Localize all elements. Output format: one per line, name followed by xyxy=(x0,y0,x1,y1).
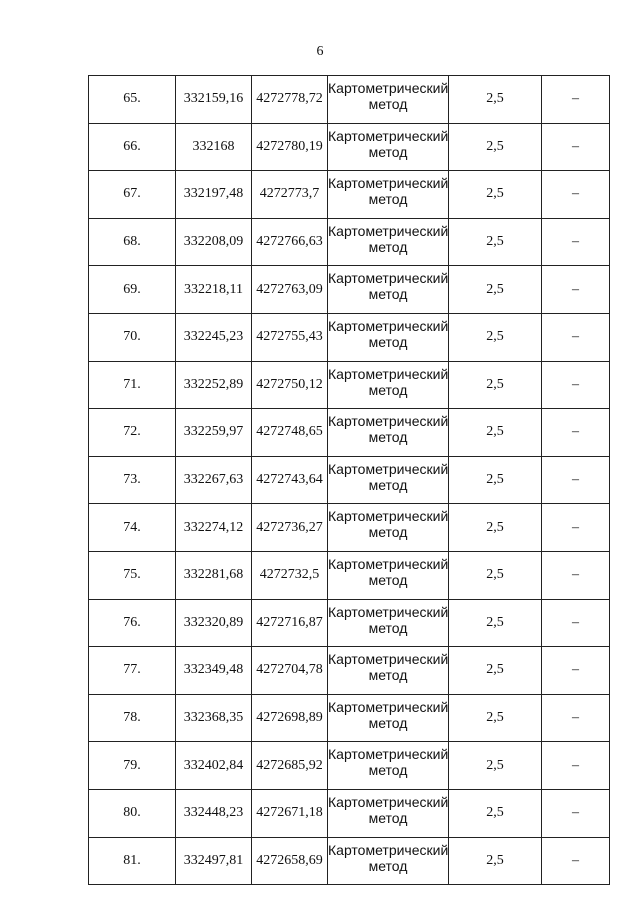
accuracy-cell: 2,5 xyxy=(449,742,542,790)
method-cell xyxy=(328,694,449,742)
method-line-1: Картометрический xyxy=(328,746,449,763)
coordinate-x-cell: 332349,48 xyxy=(176,647,252,695)
coordinate-y-cell: 4272766,63 xyxy=(252,218,328,266)
table-row xyxy=(89,742,610,790)
table-row xyxy=(89,171,610,219)
table-row xyxy=(89,266,610,314)
point-number-cell: 68. xyxy=(89,218,176,266)
point-number-cell: 81. xyxy=(89,837,176,885)
note-cell: – xyxy=(542,218,610,266)
accuracy-cell: 2,5 xyxy=(449,313,542,361)
coordinate-x-cell: 332168 xyxy=(176,123,252,171)
method-line-2: метод xyxy=(368,762,408,779)
table-row xyxy=(89,647,610,695)
method-line-2: метод xyxy=(368,524,408,541)
table-row xyxy=(89,123,610,171)
table-body xyxy=(89,76,610,885)
note-cell: – xyxy=(542,266,610,314)
coordinate-y-cell: 4272716,87 xyxy=(252,599,328,647)
method-line-2: метод xyxy=(368,96,408,112)
coordinate-x-cell: 332402,84 xyxy=(176,742,252,790)
coordinate-x-cell: 332368,35 xyxy=(176,694,252,742)
method-line-1: Картометрический xyxy=(328,793,449,810)
coordinate-x-cell: 332252,89 xyxy=(176,361,252,409)
table-row xyxy=(89,76,610,124)
method-line-2: метод xyxy=(368,857,408,874)
accuracy-cell: 2,5 xyxy=(449,694,542,742)
table-row xyxy=(89,313,610,361)
method-line-1: Картометрический xyxy=(328,80,449,96)
table-row xyxy=(89,456,610,504)
point-number-cell: 69. xyxy=(89,266,176,314)
coordinate-y-cell: 4272732,5 xyxy=(252,551,328,599)
method-line-2: метод xyxy=(368,286,408,303)
method-line-1: Картометрический xyxy=(328,460,449,477)
note-cell: – xyxy=(542,694,610,742)
coordinate-y-cell: 4272763,09 xyxy=(252,266,328,314)
coordinate-y-cell: 4272773,7 xyxy=(252,171,328,219)
method-cell xyxy=(328,742,449,790)
table-row xyxy=(89,409,610,457)
method-line-1: Картометрический xyxy=(328,555,449,572)
accuracy-cell: 2,5 xyxy=(449,266,542,314)
method-line-2: метод xyxy=(368,333,408,350)
method-cell xyxy=(328,504,449,552)
method-line-2: метод xyxy=(368,476,408,493)
coordinates-table xyxy=(88,75,610,885)
accuracy-cell: 2,5 xyxy=(449,218,542,266)
accuracy-cell: 2,5 xyxy=(449,789,542,837)
point-number-cell: 67. xyxy=(89,171,176,219)
coordinate-y-cell: 4272698,89 xyxy=(252,694,328,742)
point-number-cell: 72. xyxy=(89,409,176,457)
coordinate-y-cell: 4272755,43 xyxy=(252,313,328,361)
method-line-1: Картометрический xyxy=(328,651,449,668)
method-cell xyxy=(328,218,449,266)
accuracy-cell: 2,5 xyxy=(449,361,542,409)
method-cell xyxy=(328,313,449,361)
method-cell xyxy=(328,361,449,409)
note-cell: – xyxy=(542,837,610,885)
table-row xyxy=(89,599,610,647)
method-cell xyxy=(328,76,449,124)
method-cell xyxy=(328,409,449,457)
method-line-1: Картометрический xyxy=(328,603,449,620)
accuracy-cell: 2,5 xyxy=(449,599,542,647)
page-number: 6 xyxy=(316,44,324,59)
method-cell xyxy=(328,551,449,599)
note-cell: – xyxy=(542,171,610,219)
coordinate-y-cell: 4272743,64 xyxy=(252,456,328,504)
note-cell: – xyxy=(542,76,610,124)
point-number-cell: 75. xyxy=(89,551,176,599)
point-number-cell: 73. xyxy=(89,456,176,504)
method-line-2: метод xyxy=(368,429,408,446)
point-number-cell: 80. xyxy=(89,789,176,837)
coordinate-x-cell: 332197,48 xyxy=(176,171,252,219)
point-number-cell: 71. xyxy=(89,361,176,409)
note-cell: – xyxy=(542,456,610,504)
method-line-2: метод xyxy=(368,809,408,826)
accuracy-cell: 2,5 xyxy=(449,76,542,124)
method-line-1: Картометрический xyxy=(328,270,449,287)
coordinate-y-cell: 4272736,27 xyxy=(252,504,328,552)
method-cell xyxy=(328,171,449,219)
accuracy-cell: 2,5 xyxy=(449,504,542,552)
table-row xyxy=(89,218,610,266)
method-cell xyxy=(328,599,449,647)
coordinate-y-cell: 4272780,19 xyxy=(252,123,328,171)
method-line-2: метод xyxy=(368,143,408,160)
note-cell: – xyxy=(542,313,610,361)
coordinate-y-cell: 4272658,69 xyxy=(252,837,328,885)
table-row xyxy=(89,694,610,742)
method-line-2: метод xyxy=(368,381,408,398)
note-cell: – xyxy=(542,551,610,599)
coordinate-y-cell: 4272685,92 xyxy=(252,742,328,790)
accuracy-cell: 2,5 xyxy=(449,551,542,599)
method-cell xyxy=(328,266,449,314)
method-line-2: метод xyxy=(368,714,408,731)
method-line-2: метод xyxy=(368,571,408,588)
coordinate-x-cell: 332159,16 xyxy=(176,76,252,124)
coordinate-x-cell: 332259,97 xyxy=(176,409,252,457)
method-line-1: Картометрический xyxy=(328,365,449,382)
coordinate-x-cell: 332267,63 xyxy=(176,456,252,504)
accuracy-cell: 2,5 xyxy=(449,123,542,171)
method-cell xyxy=(328,456,449,504)
coordinate-x-cell: 332208,09 xyxy=(176,218,252,266)
table-row xyxy=(89,504,610,552)
table-row xyxy=(89,789,610,837)
coordinate-y-cell: 4272748,65 xyxy=(252,409,328,457)
coordinate-y-cell: 4272704,78 xyxy=(252,647,328,695)
note-cell: – xyxy=(542,409,610,457)
coordinate-y-cell: 4272778,72 xyxy=(252,76,328,124)
table-row xyxy=(89,837,610,885)
coordinate-y-cell: 4272671,18 xyxy=(252,789,328,837)
table-row xyxy=(89,551,610,599)
method-line-1: Картометрический xyxy=(328,127,449,144)
coordinate-y-cell: 4272750,12 xyxy=(252,361,328,409)
point-number-cell: 77. xyxy=(89,647,176,695)
accuracy-cell: 2,5 xyxy=(449,409,542,457)
point-number-cell: 79. xyxy=(89,742,176,790)
method-line-2: метод xyxy=(368,667,408,684)
method-line-1: Картометрический xyxy=(328,841,449,858)
point-number-cell: 74. xyxy=(89,504,176,552)
point-number-cell: 76. xyxy=(89,599,176,647)
method-line-2: метод xyxy=(368,191,408,208)
point-number-cell: 78. xyxy=(89,694,176,742)
note-cell: – xyxy=(542,742,610,790)
accuracy-cell: 2,5 xyxy=(449,456,542,504)
coordinate-x-cell: 332218,11 xyxy=(176,266,252,314)
method-line-1: Картометрический xyxy=(328,222,449,239)
accuracy-cell: 2,5 xyxy=(449,647,542,695)
accuracy-cell: 2,5 xyxy=(449,837,542,885)
table-row xyxy=(89,361,610,409)
method-line-1: Картометрический xyxy=(328,175,449,192)
note-cell: – xyxy=(542,361,610,409)
method-line-1: Картометрический xyxy=(328,508,449,525)
note-cell: – xyxy=(542,647,610,695)
method-line-2: метод xyxy=(368,619,408,636)
point-number-cell: 66. xyxy=(89,123,176,171)
method-line-1: Картометрический xyxy=(328,317,449,334)
method-line-2: метод xyxy=(368,238,408,255)
accuracy-cell: 2,5 xyxy=(449,171,542,219)
coordinate-x-cell: 332320,89 xyxy=(176,599,252,647)
method-line-1: Картометрический xyxy=(328,413,449,430)
method-line-1: Картометрический xyxy=(328,698,449,715)
coordinate-x-cell: 332448,23 xyxy=(176,789,252,837)
method-cell xyxy=(328,837,449,885)
point-number-cell: 70. xyxy=(89,313,176,361)
method-cell xyxy=(328,789,449,837)
note-cell: – xyxy=(542,123,610,171)
coordinate-x-cell: 332245,23 xyxy=(176,313,252,361)
coordinate-x-cell: 332281,68 xyxy=(176,551,252,599)
note-cell: – xyxy=(542,504,610,552)
note-cell: – xyxy=(542,599,610,647)
coordinate-x-cell: 332274,12 xyxy=(176,504,252,552)
coordinate-x-cell: 332497,81 xyxy=(176,837,252,885)
method-cell xyxy=(328,647,449,695)
method-cell xyxy=(328,123,449,171)
note-cell: – xyxy=(542,789,610,837)
point-number-cell: 65. xyxy=(89,76,176,124)
